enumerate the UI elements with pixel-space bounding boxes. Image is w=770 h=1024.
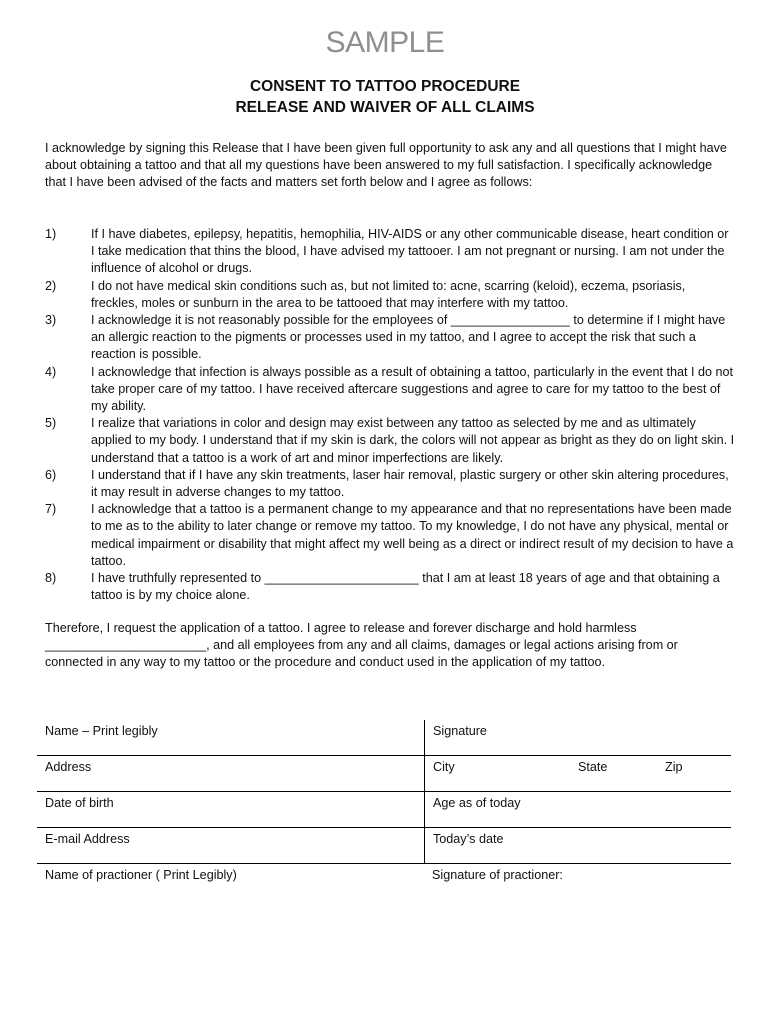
date-of-birth-label: Date of birth (45, 796, 114, 810)
address-label: Address (45, 760, 92, 774)
list-item-number: 3) (45, 313, 57, 328)
intro-paragraph: I acknowledge by signing this Release that I have been given full opportunity to ask any and all questions that I might have about obtaining a tattoo and that all my questions have been answered to my full satisfaction. I specifically acknowledge that I have been advised of the facts and matters set forth below and I agree as follows: (45, 141, 727, 190)
signature-label: Signature (433, 724, 487, 738)
list-item-text: I acknowledge that infection is always possible as a result of obtaining a tattoo, particularly in the event that I do not take proper care of my tattoo. I have received aftercare suggestions and agree to care for my tattoo to the best of my ability. (91, 364, 733, 414)
date-of-birth-field[interactable] (37, 792, 424, 827)
list-item (45, 570, 735, 604)
list-item (45, 226, 735, 278)
form-row-dob (37, 792, 731, 828)
acknowledgement-list (45, 226, 735, 604)
zip-label: Zip (665, 760, 683, 774)
title-line-2: RELEASE AND WAIVER OF ALL CLAIMS (235, 99, 535, 116)
document-title (0, 76, 770, 118)
list-item (45, 501, 735, 570)
sample-watermark: SAMPLE (325, 26, 445, 59)
list-item-text: I acknowledge it is not reasonably possible for the employees of _________________ to determine if I might have an allergic reaction to the pigments or processes used in my tattoo, and I agree to accept the risk that such a reaction is possible. (91, 313, 726, 362)
list-item-text: I have truthfully represented to ______________________ that I am at least 18 years of age and that obtaining a tattoo is by my choice alone. (91, 571, 720, 603)
list-item (45, 278, 735, 312)
signature-field[interactable] (424, 720, 731, 755)
todays-date-label: Today’s date (433, 832, 504, 846)
list-item-number: 6) (45, 467, 57, 482)
practioner-signature-field[interactable] (424, 864, 731, 899)
list-item-number: 8) (45, 571, 57, 586)
state-label: State (578, 760, 608, 774)
practioner-signature-label: Signature of practioner: (432, 868, 563, 882)
title-line-1: CONSENT TO TATTOO PROCEDURE (249, 78, 521, 95)
name-label: Name – Print legibly (45, 724, 158, 738)
list-item-text: I do not have medical skin conditions such as, but not limited to: acne, scarring (keloid), eczema, psoriasis, freckles, moles or sunburn in the area to be tattooed that may interfere with my tattoo. (91, 278, 686, 310)
address-field[interactable] (37, 756, 424, 791)
signature-form (37, 720, 731, 899)
form-row-email (37, 828, 731, 864)
name-field[interactable] (37, 720, 424, 755)
form-row-practioner (37, 864, 731, 899)
form-row-address (37, 756, 731, 792)
list-item (45, 312, 735, 364)
list-item-text: If I have diabetes, epilepsy, hepatitis, hemophilia, HIV-AIDS or any other communicable disease, heart condition or I take medication that thins the blood, I have advised my tattooer. I am not pregnant or nursing. I am not under the influence of alcohol or drugs. (91, 227, 729, 276)
city-state-zip-field[interactable] (424, 756, 731, 791)
list-item (45, 364, 735, 416)
list-item-number: 4) (45, 364, 57, 379)
form-row-name (37, 720, 731, 756)
list-item-text: I understand that if I have any skin treatments, laser hair removal, plastic surgery or other skin altering procedures, it may result in adverse changes to my tattoo. (91, 467, 729, 500)
todays-date-field[interactable] (424, 828, 731, 863)
list-item-number: 2) (45, 278, 57, 293)
list-item (45, 467, 735, 501)
age-field[interactable] (424, 792, 731, 827)
practioner-name-label: Name of practioner ( Print Legibly) (45, 868, 237, 882)
list-item-number: 5) (45, 416, 57, 431)
city-label: City (433, 760, 455, 774)
list-item (45, 415, 735, 467)
list-item-number: 7) (45, 502, 57, 517)
practioner-name-field[interactable] (37, 864, 424, 899)
email-field[interactable] (37, 828, 424, 863)
list-item-text: I acknowledge that a tattoo is a permanent change to my appearance and that no representations have been made to me as to the ability to later change or remove my tattoo. To my knowledge, I do not have any physical, mental or medical impairment or disability that might affect my well being as a direct or indirect result of my decision to have a tattoo. (91, 502, 734, 568)
list-item-number: 1) (45, 227, 57, 241)
email-label: E-mail Address (45, 832, 130, 846)
list-item-text: I realize that variations in color and design may exist between any tattoo as selected by me and as ultimately applied to my body. I understand that if my skin is dark, the colors will not appear as bright as they do on light skin. I understand that a tattoo is a work of art and minor imperfections are likely. (91, 416, 735, 465)
closing-paragraph: Therefore, I request the application of a tattoo. I agree to release and forever discharge and hold harmless _______________________, and all employees from any and all claims, damages or legal actions arising from or connected in any way to my tattoo or the procedure and conduct used in the application of my tattoo. (45, 621, 678, 670)
age-label: Age as of today (433, 796, 521, 810)
